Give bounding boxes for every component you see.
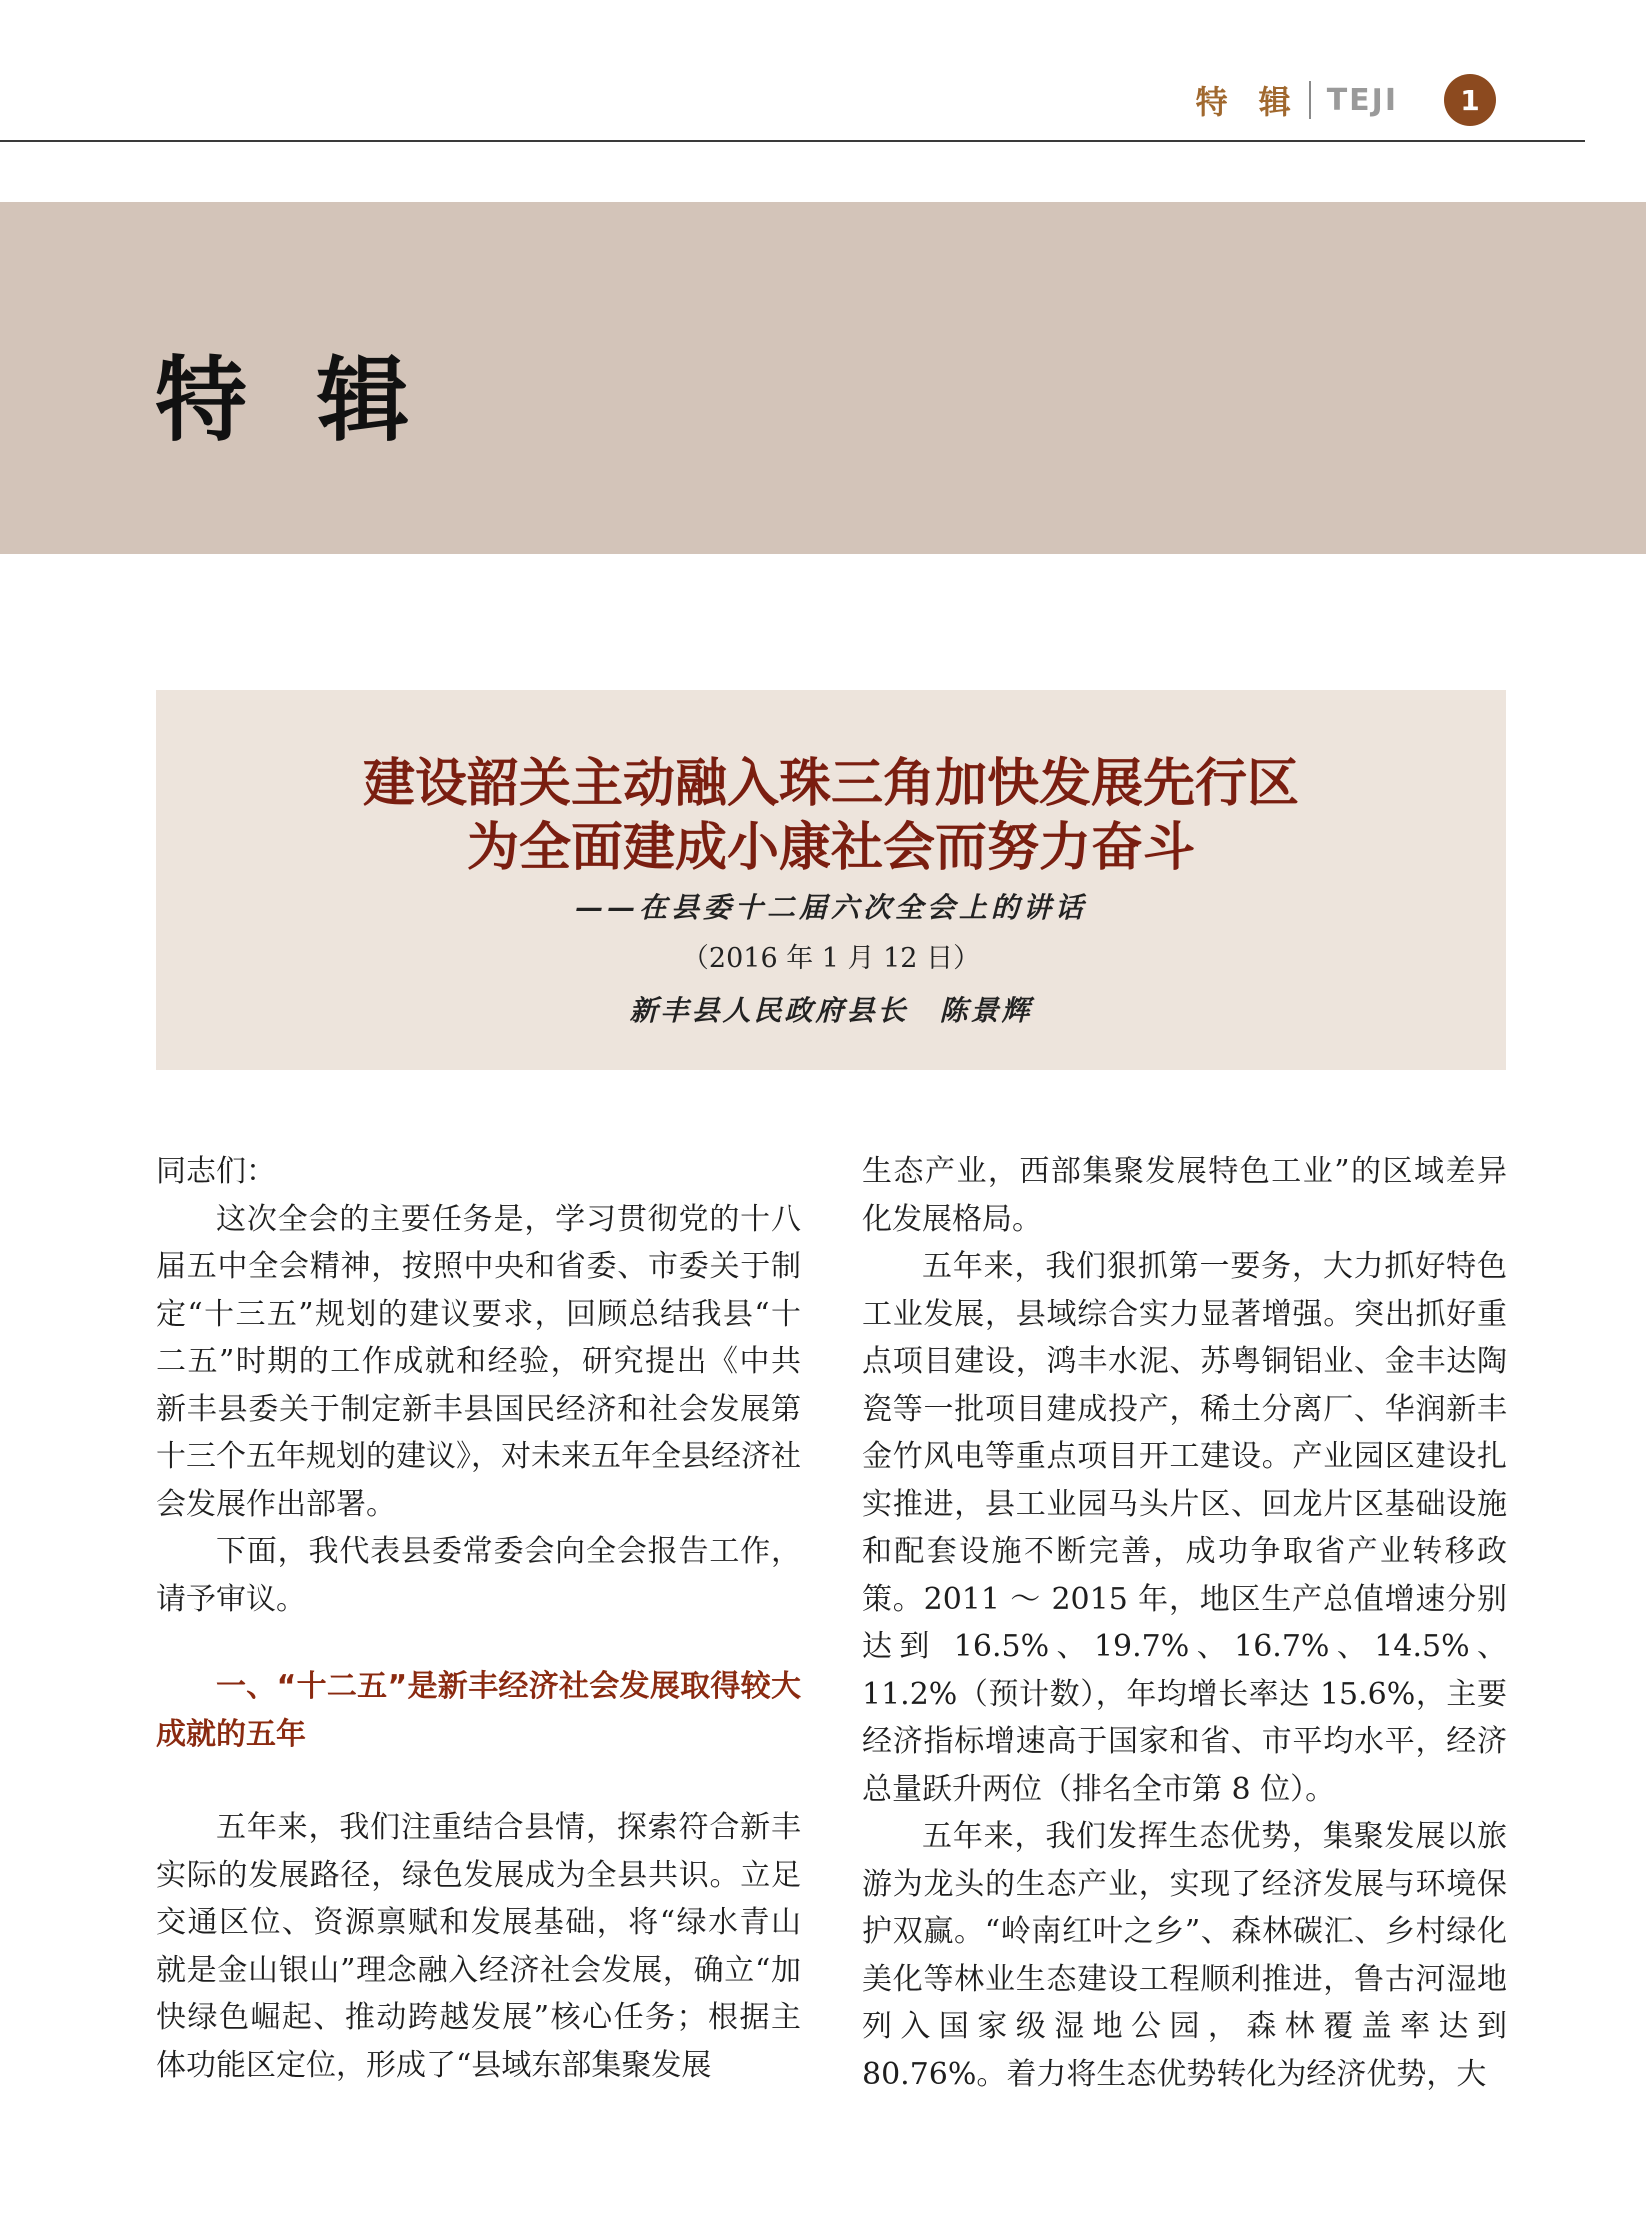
- paragraph: 五年来，我们发挥生态优势，集聚发展以旅游为龙头的生态产业，实现了经济发展与环境保护双赢。“岭南红叶之乡”、森林碳汇、乡村绿化美化等林业生态建设工程顺利推进，鲁古河湿地列入国家级湿地公园，森林覆盖率达到 80.76%。着力将生态优势转化为经济优势，大: [862, 1819, 1507, 2092]
- salutation: 同志们：: [156, 1154, 276, 1189]
- article-title-line-1: 建设韶关主动融入珠三角加快发展先行区: [362, 754, 1299, 814]
- paragraph: 五年来，我们注重结合县情，探索符合新丰实际的发展路径，绿色发展成为全县共识。立足交通区位、资源禀赋和发展基础，将“绿水青山就是金山银山”理念融入经济社会发展，确立“加快绿色崛起、推动跨越发展”核心任务；根据主体功能区定位，形成了“县域东部集聚发展: [156, 1810, 801, 2083]
- article-title-line-2: 为全面建成小康社会而努力奋斗: [466, 818, 1195, 878]
- paragraph: 五年来，我们狠抓第一要务，大力抓好特色工业发展，县域综合实力显著增强。突出抓好重点项目建设，鸿丰水泥、苏粤铜铝业、金丰达陶瓷等一批项目建成投产，稀土分离厂、华润新丰金竹风电等重点项目开工建设。产业园区建设扎实推进，县工业园马头片区、回龙片区基础设施和配套设施不断完善，成功争取省产业转移政策。2011 ～ 2015 年，地区生产总值增速分别达到 16.5%、19.7%、16.7%、14.5%、11.2%（预计数），年均增长率达 15.6%，主要经济指标增速高于国家和省、市平均水平，经济总量跃升两位（排名全市第 8 位）。: [862, 1249, 1507, 1807]
- header-divider: [1309, 81, 1311, 119]
- article-title-box: [156, 690, 1506, 1070]
- running-header: [1196, 70, 1496, 130]
- running-header-section-en: TEJI: [1326, 82, 1398, 118]
- paragraph: 下面，我代表县委常委会向全会报告工作，请予审议。: [156, 1534, 801, 1617]
- running-header-section: 特 辑: [1195, 83, 1301, 121]
- header-rule: [0, 140, 1585, 142]
- article-subtitle: ——在县委十二届六次全会上的讲话: [574, 891, 1087, 924]
- article-byline: 新丰县人民政府县长 陈景辉: [629, 994, 1033, 1027]
- paragraph: 生态产业，西部集聚发展特色工业”的区域差异化发展格局。: [862, 1154, 1507, 1237]
- section-banner: [0, 202, 1646, 554]
- banner-title: 特辑: [155, 347, 480, 454]
- right-column: [862, 1148, 1507, 2098]
- left-column: [156, 1148, 801, 2089]
- paragraph: 这次全会的主要任务是，学习贯彻党的十八届五中全会精神，按照中央和省委、市委关于制定“十三五”规划的建议要求，回顾总结我县“十二五”时期的工作成就和经验，研究提出《中共新丰县委关于制定新丰县国民经济和社会发展第十三个五年规划的建议》，对未来五年全县经济社会发展作出部署。: [156, 1201, 801, 1522]
- section-heading: 一、“十二五”是新丰经济社会发展取得较大成就的五年: [156, 1669, 801, 1752]
- article-date: （2016 年 1 月 12 日）: [681, 943, 981, 974]
- page-number: 1: [1444, 74, 1496, 126]
